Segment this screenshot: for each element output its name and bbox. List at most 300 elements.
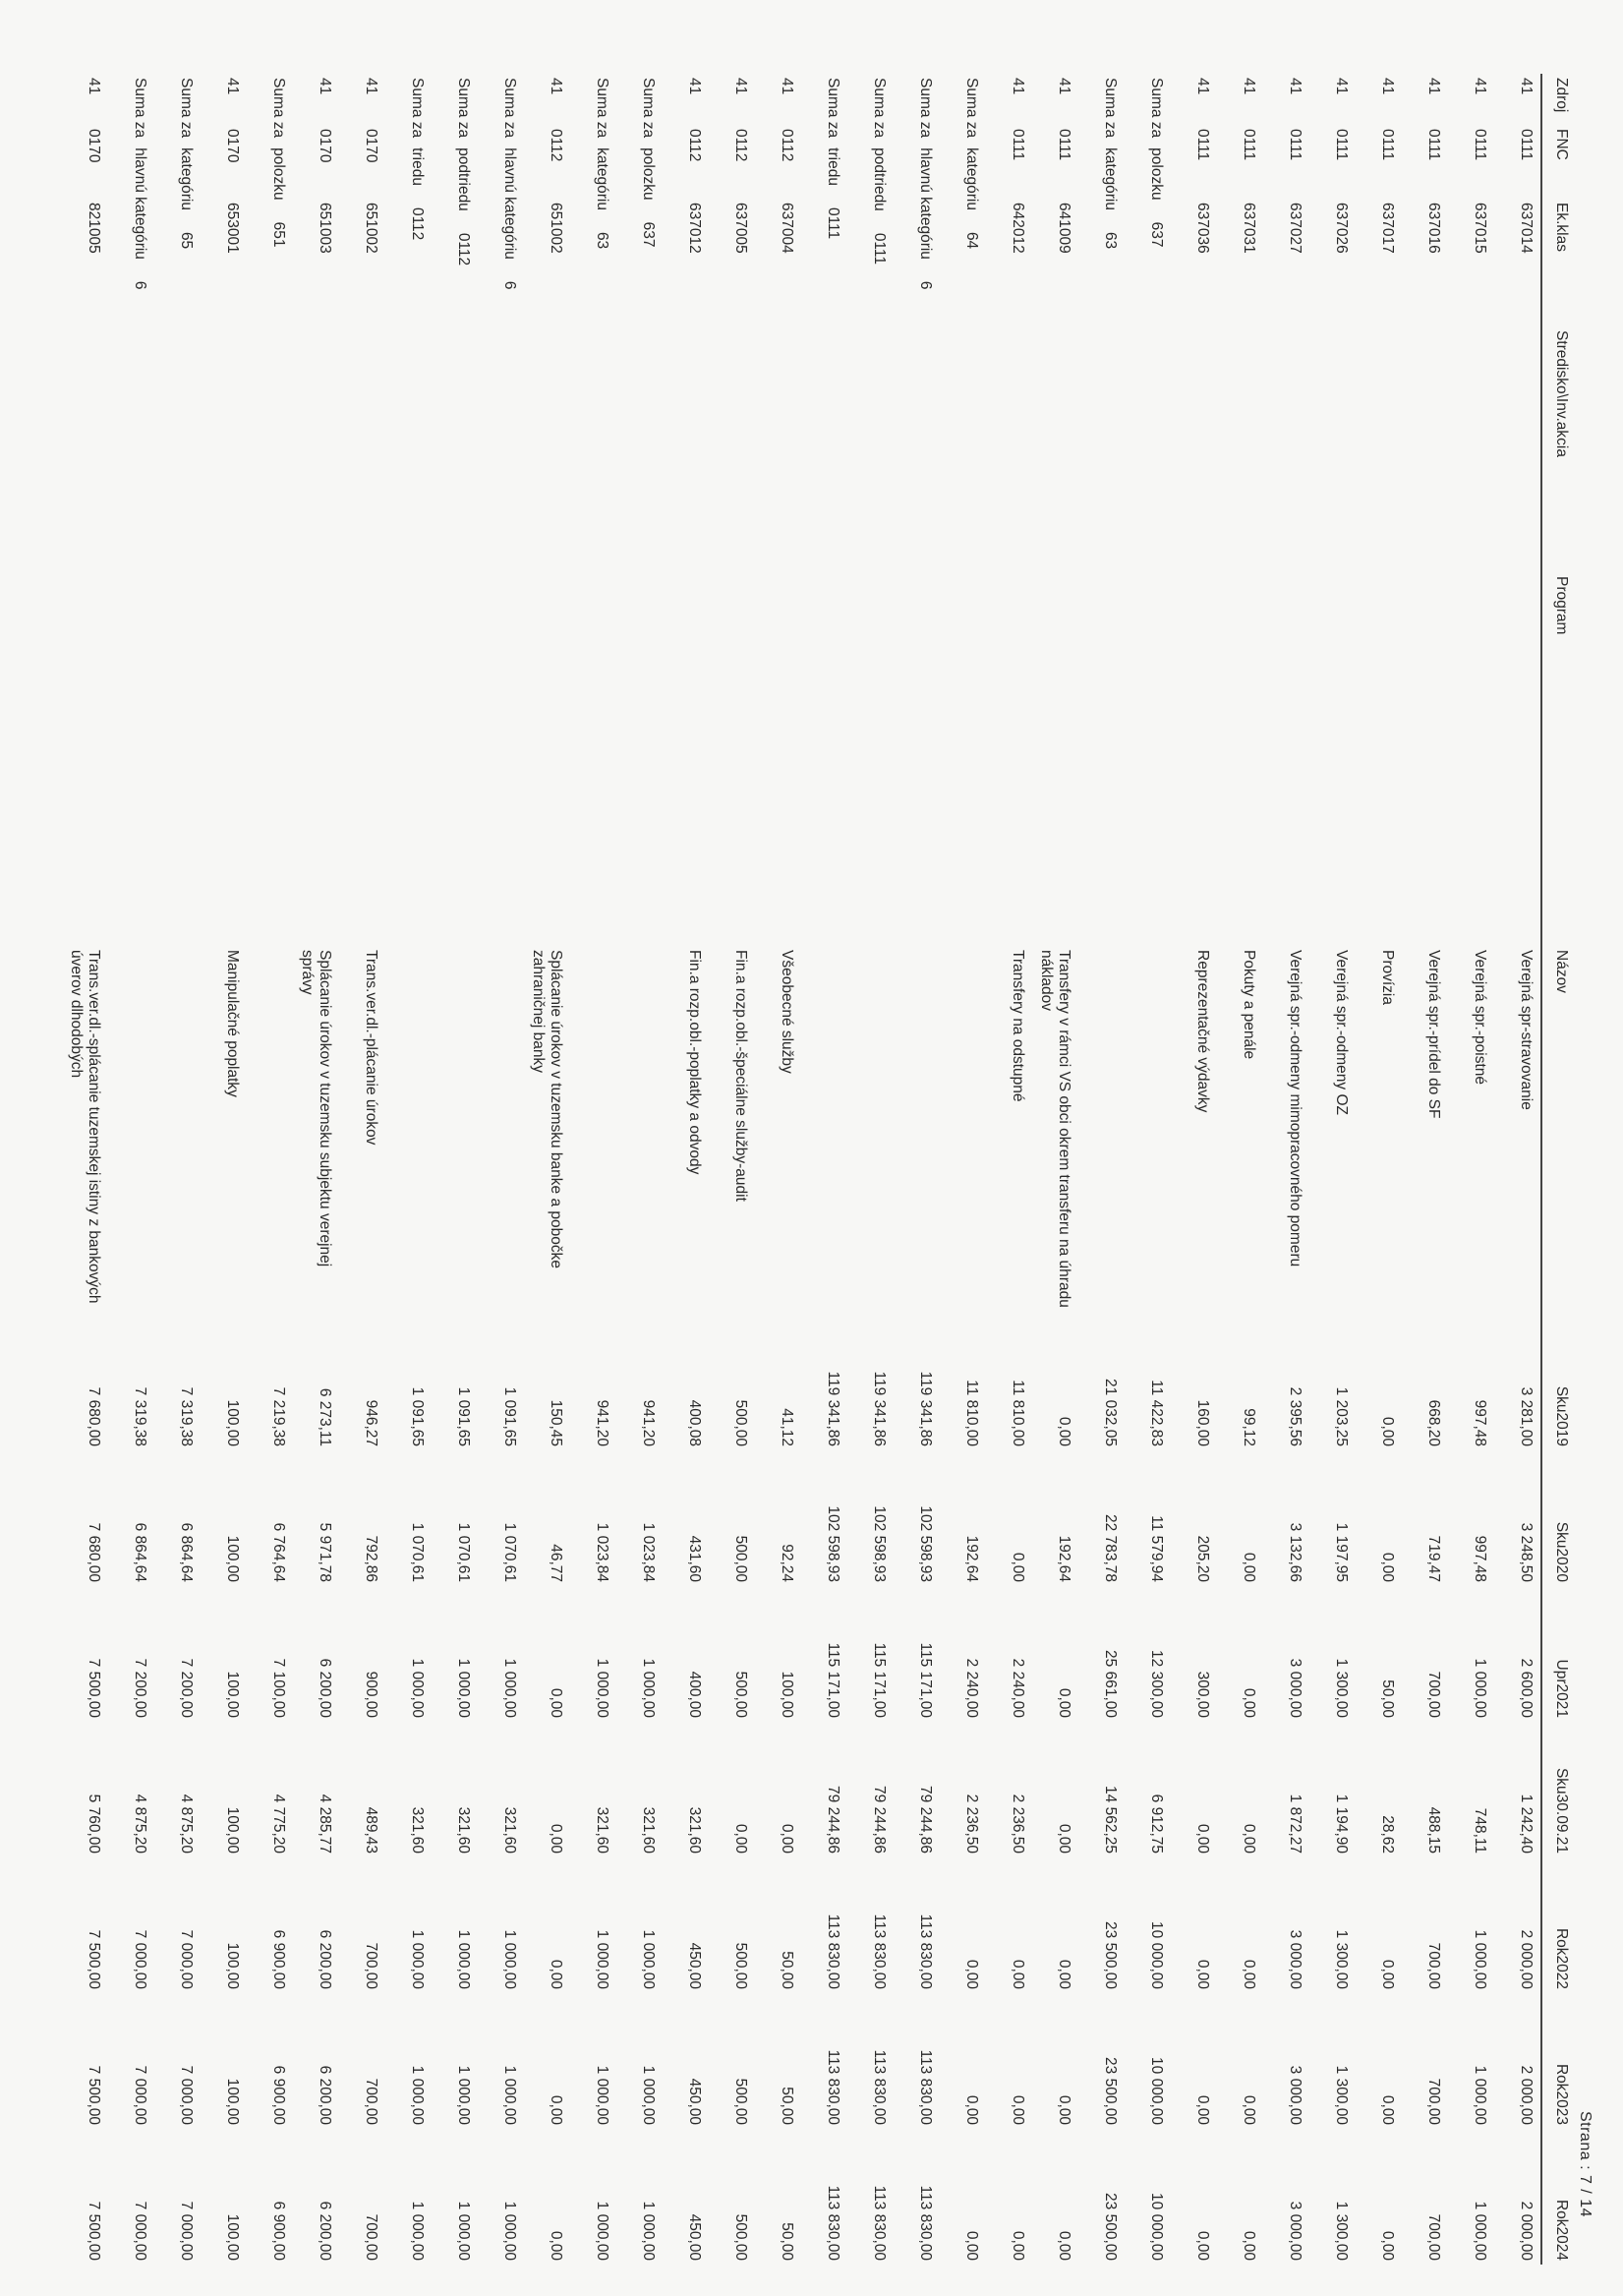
cell-rok2023: 450,00 [686,2078,703,2125]
sum-label-cell [894,74,940,326]
cell-rok2022: 50,00 [779,1951,795,1989]
cell-rok2022: 3 000,00 [1287,1929,1304,1989]
cell-stredisko [709,326,755,572]
cell-ekklas: 821005 [86,203,102,254]
cell-rok2022: 0,00 [1010,1959,1026,1989]
sum-code: 64 [963,231,980,250]
cell-sku2019: 119 341,86 [917,1371,934,1446]
cell-ekklas: 637016 [1425,203,1442,254]
cell-rok2024: 7 000,00 [132,2201,148,2261]
cell-rok2022: 0,00 [963,1959,980,1989]
sum-label: Suma za [1148,78,1165,139]
sum-row [847,74,894,2265]
cell-stredisko [201,326,247,572]
cell-stredisko [940,326,986,572]
cell-nazov [847,946,894,1315]
cell-sku3009: 0,00 [1194,1823,1211,1854]
cell-rok2023: 0,00 [1010,2094,1026,2125]
cell-rok2022: 7 500,00 [86,1929,102,1989]
cell-rok2022: 7 000,00 [132,1929,148,1989]
cell-sku2020: 205,20 [1194,1535,1211,1582]
cell-sku3009: 79 244,86 [917,1786,934,1854]
sum-code: 6 [132,280,148,290]
cell-zdroj: 41 [224,78,241,95]
cell-rok2022: 1 000,00 [455,1929,472,1989]
cell-fnc: 0111 [1287,129,1304,161]
table-row [1494,74,1541,2265]
cell-stredisko [801,326,847,572]
cell-stredisko [1078,326,1125,572]
cell-rok2023: 1 000,00 [1472,2065,1488,2125]
cell-sku2019: 11 810,00 [963,1380,980,1446]
cell-sku2019: 11 810,00 [1010,1380,1026,1446]
sum-label-cell [1078,74,1125,326]
sum-code: 6 [501,280,518,290]
cell-rok2023: 7 000,00 [132,2065,148,2125]
cell-stredisko [894,326,940,572]
cell-sku2019: 946,27 [363,1399,379,1446]
cell-nazov [478,946,524,1315]
cell-fnc: 0111 [1472,129,1488,161]
cell-sku2019: 941,20 [640,1399,657,1446]
cell-upr2021: 1 000,00 [594,1658,610,1718]
cell-rok2022: 2 000,00 [1518,1929,1535,1989]
cell-rok2024: 1 300,00 [1333,2201,1350,2261]
cell-rok2024: 6 200,00 [317,2201,333,2261]
sum-label-cell [478,74,524,326]
sum-label: Suma za [270,78,287,139]
cell-upr2021: 7 200,00 [132,1658,148,1718]
header-nazov: Názov [1541,946,1574,1315]
cell-rok2022: 0,00 [1194,1959,1211,1989]
cell-sku3009: 0,00 [548,1823,564,1854]
cell-ekklas: 637015 [1472,203,1488,254]
cell-fnc: 0111 [1333,129,1350,161]
cell-sku3009: 321,60 [409,1806,426,1854]
cell-rok2023: 23 500,00 [1102,2057,1119,2125]
sum-label-cell [432,74,478,326]
table-row [755,74,801,2265]
cell-sku3009: 321,60 [640,1806,657,1854]
sum-row [385,74,432,2265]
cell-rok2023: 1 000,00 [594,2065,610,2125]
cell-sku3009: 4 875,20 [178,1794,195,1854]
cell-program [894,572,940,946]
sum-label: Suma za [917,78,934,139]
sum-label: Suma za [871,78,888,139]
cell-nazov: Trans.ver.dl.-splácanie tuzemskej istiny z bankových úverov dlhodobých [68,950,102,1304]
cell-sku2019: 160,00 [1194,1399,1211,1446]
cell-sku3009: 4 285,77 [317,1794,333,1854]
cell-sku2019: 2 395,56 [1287,1386,1304,1446]
cell-rok2023: 1 000,00 [409,2065,426,2125]
cell-rok2023: 50,00 [779,2087,795,2125]
cell-upr2021: 1 000,00 [640,1658,657,1718]
table-row [1356,74,1402,2265]
cell-program [339,572,385,946]
cell-program [940,572,986,946]
cell-fnc: 0170 [363,129,379,163]
cell-sku2020: 3 132,66 [1287,1522,1304,1582]
cell-rok2024: 3 000,00 [1287,2201,1304,2261]
cell-sku2019: 99,12 [1241,1408,1257,1446]
cell-sku2020: 0,00 [1010,1552,1026,1582]
cell-upr2021: 7 200,00 [178,1658,195,1718]
cell-program [1263,572,1309,946]
sum-row [154,74,201,2265]
sum-level: polozku [270,147,287,201]
cell-rok2022: 1 300,00 [1333,1929,1350,1989]
cell-stredisko [385,326,432,572]
table-row [986,74,1032,2265]
cell-ekklas: 651002 [363,203,379,254]
cell-rok2024: 0,00 [1379,2230,1396,2261]
cell-rok2022: 0,00 [1241,1959,1257,1989]
cell-stredisko [1125,326,1171,572]
cell-sku3009: 2 236,50 [963,1794,980,1854]
cell-stredisko [524,326,570,572]
cell-upr2021: 115 171,00 [871,1642,888,1718]
cell-ekklas: 637026 [1333,203,1350,254]
sum-label: Suma za [455,78,472,139]
cell-rok2024: 700,00 [1425,2213,1442,2261]
cell-nazov [247,946,293,1315]
cell-ekklas: 641009 [1056,203,1072,254]
cell-rok2022: 1 000,00 [594,1929,610,1989]
table-row [1309,74,1356,2265]
cell-nazov [432,946,478,1315]
cell-upr2021: 2 600,00 [1518,1658,1535,1718]
page-number: Strana : 7 / 14 [1577,2110,1594,2217]
sum-row [247,74,293,2265]
cell-rok2023: 500,00 [732,2078,749,2125]
cell-upr2021: 115 171,00 [917,1642,934,1718]
cell-program [570,572,616,946]
cell-program [154,572,201,946]
sum-level: hlavnú kategóriu [917,147,934,260]
cell-sku2019: 7 680,00 [86,1386,102,1446]
cell-zdroj: 41 [363,78,379,95]
cell-rok2023: 1 300,00 [1333,2065,1350,2125]
cell-ekklas: 637017 [1379,203,1396,254]
cell-ekklas: 637014 [1518,203,1535,254]
cell-stredisko [1356,326,1402,572]
sum-code: 651 [270,221,287,248]
sum-level: hlavnú kategóriu [501,147,518,260]
header-sku2020: Sku2020 [1541,1450,1574,1586]
cell-rok2024: 113 830,00 [871,2185,888,2261]
cell-rok2024: 0,00 [1194,2230,1211,2261]
cell-rok2024: 10 000,00 [1148,2193,1165,2261]
cell-sku2019: 0,00 [1056,1416,1072,1446]
cell-sku2020: 1 197,95 [1333,1522,1350,1582]
cell-program [1402,572,1448,946]
table-row [1171,74,1217,2265]
cell-sku3009: 14 562,25 [1102,1786,1119,1854]
cell-zdroj: 41 [548,78,564,95]
cell-nazov: Verejná spr-stravovanie [1518,950,1535,1110]
cell-nazov: Trans.ver.dl.-plácanie úrokov [363,950,379,1146]
cell-stredisko [663,326,709,572]
sum-level: kategóriu [178,147,195,210]
cell-zdroj: 41 [1518,78,1535,95]
cell-sku2019: 0,00 [1379,1416,1396,1446]
cell-sku3009: 4 875,20 [132,1794,148,1854]
cell-upr2021: 1 000,00 [409,1658,426,1718]
cell-sku2019: 41,12 [779,1408,795,1446]
cell-fnc: 0111 [1425,129,1442,161]
cell-stredisko [62,326,108,572]
cell-rok2022: 700,00 [363,1942,379,1989]
cell-ekklas: 637005 [732,203,749,254]
cell-rok2023: 1 000,00 [455,2065,472,2125]
cell-sku3009: 321,60 [455,1806,472,1854]
table-row [1448,74,1494,2265]
budget-table [62,74,1574,2265]
cell-upr2021: 25 661,00 [1102,1650,1119,1718]
cell-rok2023: 700,00 [1425,2078,1442,2125]
cell-sku2020: 1 023,84 [640,1522,657,1582]
cell-zdroj: 41 [1056,78,1072,95]
cell-nazov: Transfery na odstupné [1010,950,1026,1102]
cell-sku3009: 79 244,86 [871,1786,888,1854]
cell-rok2023: 0,00 [1194,2094,1211,2125]
cell-program [524,572,570,946]
sum-label: Suma za [409,78,426,139]
sum-level: kategóriu [1102,147,1119,210]
cell-nazov [894,946,940,1315]
cell-rok2024: 1 000,00 [501,2201,518,2261]
sum-code: 637 [1148,221,1165,248]
sum-level: polozku [640,147,657,201]
sum-level: triedu [409,147,426,186]
header-zdroj: Zdroj [1541,74,1574,125]
table-row [1263,74,1309,2265]
cell-stredisko [478,326,524,572]
sum-level: hlavnú kategóriu [132,147,148,260]
sum-row [940,74,986,2265]
cell-sku2020: 3 248,50 [1518,1522,1535,1582]
cell-sku2019: 119 341,86 [871,1371,888,1446]
sum-code: 0111 [825,206,841,240]
cell-rok2023: 6 200,00 [317,2065,333,2125]
cell-sku3009: 321,60 [594,1806,610,1854]
cell-program [709,572,755,946]
cell-program [385,572,432,946]
cell-sku2019: 7 319,38 [178,1386,195,1446]
cell-sku2020: 11 579,94 [1148,1515,1165,1582]
cell-rok2023: 113 830,00 [825,2049,841,2125]
cell-nazov: Fin.a rozp.obl.-špeciálne služby-audit [732,950,749,1202]
cell-upr2021: 1 000,00 [501,1658,518,1718]
cell-nazov [1078,946,1125,1315]
sum-row [1125,74,1171,2265]
cell-rok2023: 0,00 [548,2094,564,2125]
cell-program [247,572,293,946]
cell-fnc: 0111 [1241,129,1257,161]
cell-upr2021: 100,00 [779,1671,795,1718]
cell-ekklas: 637027 [1287,203,1304,254]
cell-zdroj: 41 [1472,78,1488,95]
cell-program [663,572,709,946]
cell-sku3009: 0,00 [1056,1823,1072,1854]
cell-sku2020: 46,77 [548,1544,564,1582]
cell-stredisko [570,326,616,572]
cell-program [1356,572,1402,946]
cell-sku2019: 400,08 [686,1399,703,1446]
cell-fnc: 0170 [86,129,102,163]
cell-rok2023: 113 830,00 [917,2049,934,2125]
cell-program [616,572,663,946]
cell-sku3009: 488,15 [1425,1806,1442,1854]
cell-rok2022: 6 900,00 [270,1929,287,1989]
cell-sku2019: 3 281,00 [1518,1386,1535,1446]
cell-rok2024: 0,00 [1056,2230,1072,2261]
cell-sku2020: 100,00 [224,1535,241,1582]
header-ekklas: Ek.klas [1541,199,1574,326]
cell-sku2020: 0,00 [1379,1552,1396,1582]
cell-upr2021: 900,00 [363,1671,379,1718]
cell-ekklas: 653001 [224,203,241,254]
cell-rok2023: 0,00 [1379,2094,1396,2125]
cell-sku3009: 489,43 [363,1806,379,1854]
cell-sku3009: 79 244,86 [825,1786,841,1854]
sum-row [1078,74,1125,2265]
cell-rok2023: 113 830,00 [871,2049,888,2125]
cell-upr2021: 2 240,00 [963,1658,980,1718]
cell-upr2021: 400,00 [686,1671,703,1718]
cell-rok2023: 10 000,00 [1148,2057,1165,2125]
cell-program [847,572,894,946]
cell-sku2019: 21 032,05 [1102,1379,1119,1446]
cell-sku2020: 92,24 [779,1544,795,1582]
cell-rok2023: 100,00 [224,2078,241,2125]
cell-upr2021: 3 000,00 [1287,1658,1304,1718]
cell-ekklas: 637004 [779,203,795,254]
table-row [293,74,339,2265]
cell-sku2020: 0,00 [1241,1552,1257,1582]
sum-level: podtriedu [455,147,472,211]
cell-stredisko [1217,326,1263,572]
cell-sku2020: 997,48 [1472,1535,1488,1582]
cell-zdroj: 41 [1379,78,1396,95]
cell-rok2024: 23 500,00 [1102,2193,1119,2261]
sum-label: Suma za [825,78,841,139]
sum-label: Suma za [963,78,980,139]
cell-rok2022: 100,00 [224,1942,241,1989]
cell-rok2022: 0,00 [1379,1959,1396,1989]
cell-program [755,572,801,946]
sum-label-cell [616,74,663,326]
header-stredisko: Stredisko\Inv.akcia [1541,326,1574,572]
sum-label: Suma za [1102,78,1119,139]
cell-fnc: 0112 [732,129,749,162]
cell-nazov [385,946,432,1315]
cell-upr2021: 50,00 [1379,1679,1396,1718]
cell-sku2020: 6 764,64 [270,1522,287,1582]
cell-rok2024: 7 000,00 [178,2201,195,2261]
cell-rok2022: 1 000,00 [1472,1929,1488,1989]
cell-sku3009: 0,00 [1241,1823,1257,1854]
cell-sku2019: 11 422,83 [1148,1380,1165,1446]
sum-label: Suma za [132,78,148,139]
sum-level: polozku [1148,147,1165,201]
cell-zdroj: 41 [1010,78,1026,95]
table-row [339,74,385,2265]
sum-level: kategóriu [594,147,610,210]
cell-stredisko [339,326,385,572]
sum-code: 0112 [409,206,426,241]
cell-ekklas: 651003 [317,203,333,254]
cell-stredisko [1402,326,1448,572]
cell-fnc: 0111 [1010,129,1026,161]
cell-stredisko [616,326,663,572]
cell-sku3009: 1 872,27 [1287,1794,1304,1854]
cell-sku2019: 119 341,86 [825,1371,841,1446]
sum-label-cell [570,74,616,326]
sum-code: 637 [640,221,657,248]
sum-label-cell [1125,74,1171,326]
cell-nazov [570,946,616,1315]
cell-nazov: Manipulačné poplatky [224,950,241,1097]
cell-sku3009: 748,11 [1472,1807,1488,1854]
cell-nazov: Provízia [1379,950,1396,1005]
cell-stredisko [847,326,894,572]
cell-stredisko [986,326,1032,572]
cell-sku2019: 997,48 [1472,1399,1488,1446]
cell-rok2024: 113 830,00 [917,2185,934,2261]
sum-label: Suma za [501,78,518,139]
cell-nazov: Verejná spr.-odmeny mimopracovného pomeru [1287,950,1304,1267]
cell-sku2020: 22 783,78 [1102,1514,1119,1582]
cell-zdroj: 41 [1333,78,1350,95]
cell-rok2022: 500,00 [732,1942,749,1989]
cell-program [1494,572,1541,946]
cell-sku2020: 792,86 [363,1535,379,1582]
cell-fnc: 0170 [224,129,241,163]
cell-rok2024: 2 000,00 [1518,2201,1535,2261]
cell-sku2020: 7 680,00 [86,1522,102,1582]
sum-row [108,74,154,2265]
sum-code: 63 [1102,231,1119,250]
cell-sku3009: 2 236,50 [1010,1794,1026,1854]
cell-rok2024: 113 830,00 [825,2185,841,2261]
cell-program [201,572,247,946]
cell-sku2019: 1 091,65 [501,1386,518,1446]
sum-level: podtriedu [871,147,888,211]
cell-nazov [940,946,986,1315]
cell-rok2022: 6 200,00 [317,1929,333,1989]
table-row [62,74,108,2265]
cell-nazov: Verejná spr.-poistné [1472,950,1488,1086]
cell-stredisko [293,326,339,572]
cell-rok2024: 1 000,00 [409,2201,426,2261]
cell-upr2021: 1 000,00 [455,1658,472,1718]
sum-row [570,74,616,2265]
cell-sku2019: 500,00 [732,1399,749,1446]
cell-sku2019: 6 273,11 [317,1387,333,1446]
cell-sku2019: 7 219,38 [270,1386,287,1446]
sum-row [894,74,940,2265]
header-program: Program [1541,572,1574,946]
cell-rok2024: 0,00 [963,2230,980,2261]
cell-nazov: Verejná spr.-odmeny OZ [1333,950,1350,1115]
cell-fnc: 0170 [317,129,333,163]
cell-program [986,572,1032,946]
cell-rok2024: 0,00 [1010,2230,1026,2261]
cell-upr2021: 2 240,00 [1010,1658,1026,1718]
cell-zdroj: 41 [317,78,333,95]
